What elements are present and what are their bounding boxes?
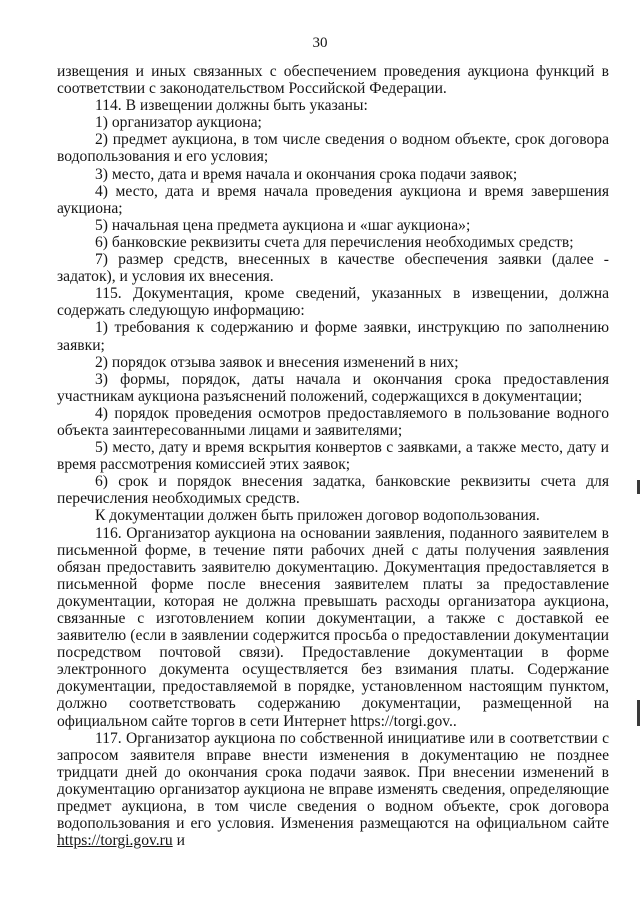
paragraph: 4) место, дата и время начала проведения аукциона и время завершения аукциона; [57,182,609,217]
paragraph: 4) порядок проведения осмотров предоставляемого в пользование водного объекта заинтересованными лицами и заявителями; [57,404,609,439]
paragraph: 114. В извещении должны быть указаны: [95,97,368,115]
paragraph-text: 117. Организатор аукциона по собственной инициативе или в соответствии с запросом заявителя вправе внести изменения в документацию не позднее тридцати дней до окончания срока подачи заявок. При внесении изменений в документацию организатор аукциона не вправе изменять сведения, определяющие предмет аукциона, в том числе сведения о водном объекте, срок договора водопользования и его условия. Изменения размещаются на официальном сайте [57,729,609,833]
paragraph: 1) организатор аукциона; [95,114,262,132]
paragraph: 6) банковские реквизиты счета для перечисления необходимых средств; [95,233,574,251]
paragraph: 7) размер средств, внесенных в качестве обеспечения заявки (далее - задаток), и условия их внесения. [57,251,609,286]
torgi-link[interactable]: https://torgi.gov.ru [57,832,173,850]
paragraph: 2) порядок отзыва заявок и внесения изменений в них; [95,353,459,371]
paragraph: 1) требования к содержанию и форме заявки, инструкцию по заполнению заявки; [57,319,609,354]
paragraph: 6) срок и порядок внесения задатка, банковские реквизиты счета для перечисления необходимых средств. [57,473,609,508]
paragraph: 5) начальная цена предмета аукциона и «шаг аукциона»; [95,216,471,234]
paragraph: 3) формы, порядок, даты начала и окончания срока предоставления участникам аукциона разъяснений положений, содержащихся в документации; [57,370,609,405]
paragraph-117 [57,730,609,850]
paragraph: 5) место, дату и время вскрытия конвертов с заявками, а также место, дату и время рассмотрения комиссией этих заявок; [57,439,609,474]
page-number: 30 [312,35,328,51]
document-body [57,63,609,849]
paragraph: 116. Организатор аукциона на основании заявления, поданного заявителем в письменной форме, в течение пяти рабочих дней с даты получения заявления обязан предоставить заявителю документацию. Документация предоставляется в письменной форме после внесения заявителем платы за предоставление документации, которая не должна превышать расходы организатора аукциона, связанные с изготовлением копии документации, а также с доставкой ее заявителю (если в заявлении содержится просьба о предоставлении документации посредством почтовой связи). Предоставление документации в форме электронного документа осуществляется без взимания платы. Содержание документации, предоставляемой в порядке, установленном настоящим пунктом, должно соответствовать содержанию документации, размещенной на официальном сайте торгов в сети Интернет https://torgi.gov.. [57,524,609,730]
paragraph: 115. Документация, кроме сведений, указанных в извещении, должна содержать следующую информацию: [57,285,609,320]
paragraph: 3) место, дата и время начала и окончания срока подачи заявок; [95,165,518,183]
paragraph: извещения и иных связанных с обеспечением проведения аукциона функций в соответствии с законодательством Российской Федерации. [57,63,609,98]
paragraph-text-tail: и [172,832,185,850]
paragraph: 2) предмет аукциона, в том числе сведения о водном объекте, срок договора водопользования и его условия; [57,131,609,166]
paragraph: К документации должен быть приложен договор водопользования. [95,507,540,525]
